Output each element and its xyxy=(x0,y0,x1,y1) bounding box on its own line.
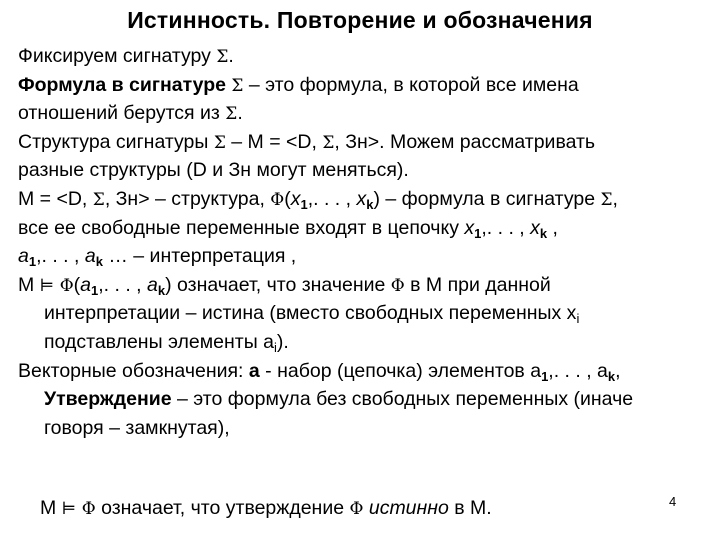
term-statement: Утверждение xyxy=(44,388,172,411)
phi-symbol: Φ xyxy=(270,189,285,210)
line-structure: Структура сигнатуры Σ – М = <D, Σ, Зн>. Можем рассматривать xyxy=(18,130,596,153)
sigma-symbol: Σ xyxy=(600,189,613,210)
line-vector-notation: Векторные обозначения: a - набор (цепочка) элементов $a_1$,. . . , $a_k$, xyxy=(18,359,621,384)
line-statement-truth: М ⊨ Φ означает, что утверждение Φ истинно в М. xyxy=(40,497,492,519)
term-formula-in-signature: Формула в сигнатуре xyxy=(18,73,232,96)
line-closed: говоря – замкнутая), xyxy=(44,416,230,439)
line-interpretation-truth: интерпретации – истина (вместо свободных переменных $x_i$ xyxy=(44,302,580,327)
line-substituted-elements: подставлены элементы $a_i$). xyxy=(44,330,289,355)
models-symbol: ⊨ xyxy=(39,275,55,296)
slide-title: Истинность. Повторение и обозначения xyxy=(127,7,593,33)
sigma-symbol: Σ xyxy=(213,132,226,153)
sigma-symbol: Σ xyxy=(322,132,335,153)
sigma-symbol: Σ xyxy=(225,104,238,125)
sigma-symbol: Σ xyxy=(231,75,244,96)
slide-body xyxy=(18,42,712,442)
line-relations: отношений берутся из Σ. xyxy=(18,102,243,125)
line-free-variables: все ее свободные переменные входят в цепочку $x_1$,. . . , $x_k$ , xyxy=(18,216,558,241)
line-models-meaning: М ⊨ $\Phi(a_1$,. . . , $a_k$) означает, что значение Φ в М при данной xyxy=(18,273,551,298)
page-number: 4 xyxy=(669,494,677,509)
sigma-symbol: Σ xyxy=(92,189,105,210)
line-fix-signature: Фиксируем сигнатуру Σ. xyxy=(18,45,234,67)
line-structure-formula: М = <D, Σ, Зн> – структура, $\Phi(x_1$,. . . , $x_k$) – формула в сигнатуре Σ, xyxy=(18,187,618,212)
phi-symbol: Φ xyxy=(59,275,74,296)
line-different-structures: разные структуры (D и Зн могут меняться). xyxy=(18,159,409,182)
line-statement-definition: Утверждение – это формула без свободных переменных (иначе xyxy=(44,388,634,411)
models-symbol: ⊨ xyxy=(61,499,77,519)
phi-symbol: Φ xyxy=(349,499,364,519)
sigma-symbol: Σ xyxy=(216,47,229,67)
phi-symbol: Φ xyxy=(81,499,96,519)
phi-symbol: Φ xyxy=(390,275,405,296)
line-interpretation: $a_1$,. . . , $a_k$ … – интерпретация , xyxy=(18,245,297,270)
line-formula-definition: Формула в сигнатуре Σ – это формула, в которой все имена xyxy=(18,73,579,96)
